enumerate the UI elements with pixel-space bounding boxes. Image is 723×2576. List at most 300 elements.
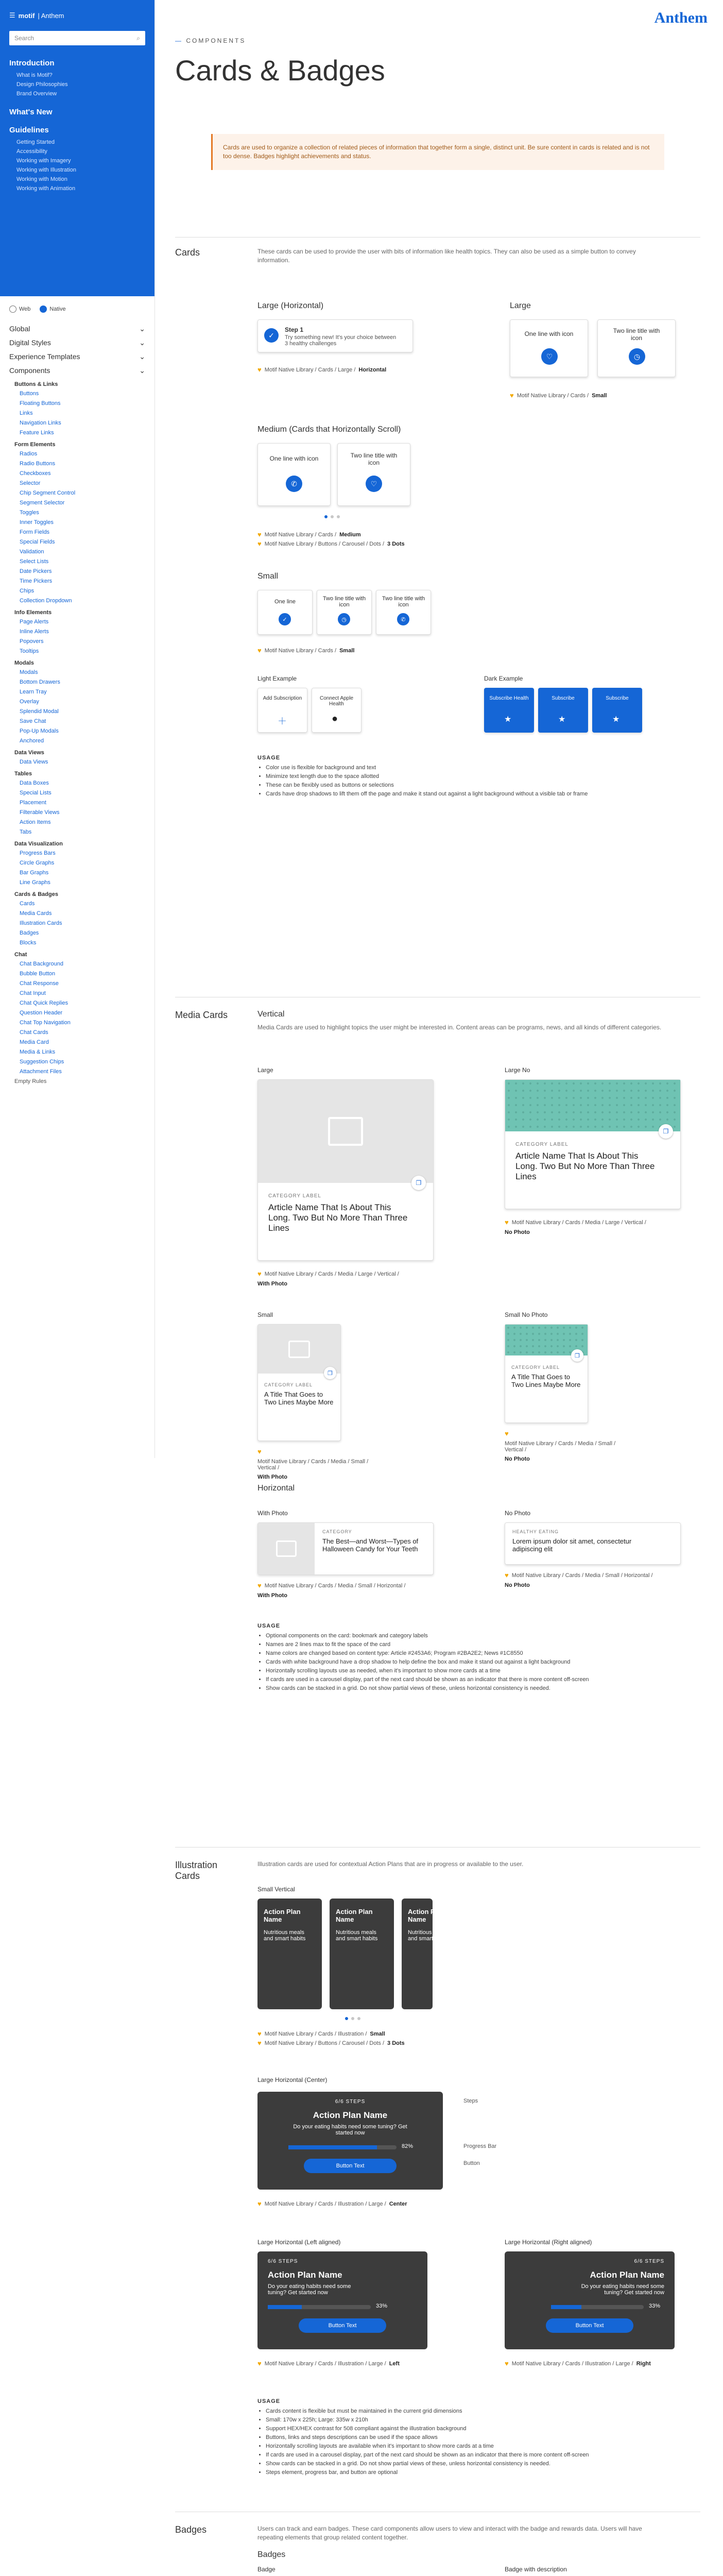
sidebar-heading-introduction[interactable]: Introduction (9, 59, 55, 67)
heart-icon: ♥ (257, 2200, 262, 2208)
usage-item: • Show cards can be stacked in a grid. Do not show partial views of these, unless horizontal consistency is needed. (266, 2460, 657, 2468)
usage-item: • If cards are used in a carousel display, part of the next card should be shown as an indicator that there is more content off-screen (266, 1675, 657, 1684)
image-placeholder (258, 1523, 315, 1574)
caption-bold: Horizontal (358, 366, 387, 373)
sidebar-item-label: Digital Styles (9, 338, 51, 347)
caption (505, 2360, 659, 2367)
illustration-card-center[interactable] (257, 2092, 443, 2190)
progress-fill (268, 2305, 302, 2309)
sidebar-item-label: Global (9, 325, 30, 333)
usage-item: • Cards have drop shadows to lift them off the page and make it stand out against a light background without a visible tab or frame (266, 790, 657, 799)
sidebar-item-floating-buttons[interactable]: Floating Buttons (20, 400, 61, 406)
caption-bold: Center (389, 2200, 407, 2207)
heart-icon: ♥ (257, 531, 262, 538)
heart-icon: ♥ (257, 647, 262, 654)
card-title: One line with icon (524, 330, 574, 337)
sidebar-item-selector[interactable]: Selector (20, 480, 41, 486)
sidebar-item-digital-styles[interactable] (9, 336, 145, 350)
sidebar-item-suggestion-chips[interactable]: Suggestion Chips (20, 1059, 64, 1065)
sidebar-introduction (0, 45, 154, 193)
usage-item: • Minimize text length due to the space allotted (266, 772, 657, 781)
usage-item: • Horizontally scrolling layouts are available when it's important to show more cards at a time (266, 2442, 657, 2451)
sub-badge-desc: Badge with description (505, 2566, 567, 2573)
action-button[interactable]: Button Text (546, 2318, 633, 2333)
caption (257, 366, 386, 374)
carousel-dots[interactable] (324, 515, 340, 518)
usage-item: • Show cards can be stacked in a grid. Do not show partial views of these, unless horizontal consistency is needed. (266, 1684, 657, 1693)
usage-heading: USAGE (257, 1623, 281, 1629)
caption-lib: Motif Native Library / Cards / (517, 392, 589, 399)
sidebar-item-radio-buttons[interactable]: Radio Buttons (20, 461, 56, 467)
sub-dark-example: Dark Example (484, 675, 523, 682)
caption-lib: Motif Native Library / Cards / Illustration / Large / (511, 2360, 633, 2367)
sidebar-item-bottom-drawers[interactable]: Bottom Drawers (20, 679, 60, 685)
sidebar-item-circle-graphs[interactable]: Circle Graphs (20, 860, 55, 866)
search-icon[interactable]: ⌕ (136, 34, 140, 42)
sidebar-group-form-elements[interactable]: Form Elements (14, 442, 56, 448)
usage-item: • Name colors are changed based on content type: Article #2453A6; Program #2BA2E2; News #1C8550 (266, 1649, 657, 1658)
caption-bold: Small (339, 647, 355, 654)
caption (257, 540, 405, 548)
caption-bold: 3 Dots (387, 540, 405, 547)
usage-item: • Support HEX/HEX contrast for 508 compliant against the illustration background (266, 2425, 657, 2433)
caption (257, 1270, 412, 1287)
intro-callout: Cards are used to organize a collection of related pieces of information that together form a single, distinct unit. Be sure content in cards is related and is not too dense. Badges highlight achievements and status. (211, 134, 664, 170)
sub-small: Small (257, 572, 279, 581)
image-placeholder (258, 1325, 340, 1374)
sidebar-item-collection-dropdown[interactable]: Collection Dropdown (20, 598, 72, 604)
sub-medium: Medium (Cards that Horizontally Scroll) (257, 425, 401, 434)
sidebar-item-chat-quick-replies[interactable]: Chat Quick Replies (20, 1000, 68, 1006)
sidebar-item-brand-overview[interactable]: Brand Overview (16, 91, 57, 97)
sidebar-item-working-with-illustration[interactable]: Working with Illustration (16, 167, 76, 173)
image-icon (288, 1341, 310, 1358)
eyebrow-label: COMPONENTS (186, 37, 246, 44)
heart-icon: ♥ (505, 1430, 509, 1437)
sidebar-item-splendid-modal[interactable]: Splendid Modal (20, 708, 59, 715)
chevron-down-icon: ⌄ (139, 338, 145, 347)
sub-light-example: Light Example (257, 675, 297, 682)
usage-heading: USAGE (257, 755, 281, 761)
step-title: Step 1 (285, 326, 304, 333)
eyebrow-prefix: — (175, 37, 186, 44)
bookmark-icon[interactable]: ❐ (324, 1367, 336, 1379)
plan-title: Action Plan Name (590, 2270, 664, 2280)
sidebar-item-chat-top-navigation[interactable]: Chat Top Navigation (20, 1020, 71, 1026)
sidebar-item-chat-response[interactable]: Chat Response (20, 980, 59, 987)
sidebar-item-bubble-button[interactable]: Bubble Button (20, 971, 56, 977)
card-large-horizontal[interactable] (257, 319, 413, 352)
sidebar-item-inner-toggles[interactable]: Inner Toggles (20, 519, 54, 526)
usage-item: • Cards with white background have a drop shadow to help define the box and make it stand out against a light background (266, 1658, 657, 1667)
section-label-badges: Badges (175, 2524, 207, 2535)
progress-fill (551, 2305, 581, 2309)
plan-text: Nutritious meals and smart habits (408, 1929, 450, 1942)
sidebar-item-learn-tray[interactable]: Learn Tray (20, 689, 47, 695)
sidebar-item-placement[interactable]: Placement (20, 800, 46, 806)
sidebar (0, 0, 155, 1458)
sidebar-item-chat-background[interactable]: Chat Background (20, 961, 63, 967)
sidebar-item-inline-alerts[interactable]: Inline Alerts (20, 629, 49, 635)
star-icon: ★ (504, 715, 512, 724)
sidebar-item-popovers[interactable]: Popovers (20, 638, 44, 645)
caption (257, 2360, 412, 2367)
usage-item: • Names are 2 lines max to fit the space of the card (266, 1640, 657, 1649)
sidebar-item-components[interactable] (9, 364, 145, 378)
mode-web-label: Web (19, 306, 31, 312)
sidebar-group-info-elements[interactable]: Info Elements (14, 609, 52, 616)
sidebar-item-working-with-animation[interactable]: Working with Animation (16, 185, 76, 192)
progress-percent: 33% (649, 2303, 661, 2309)
sidebar-item-empty-rules[interactable]: Empty Rules (14, 1078, 47, 1084)
sidebar-item-chat-cards[interactable]: Chat Cards (20, 1029, 48, 1036)
image-icon (328, 1117, 363, 1146)
sidebar-item-date-pickers[interactable]: Date Pickers (20, 568, 52, 574)
caption-lib: Motif Native Library / Cards / (264, 647, 337, 654)
plan-title: Action Plan Name (268, 2270, 342, 2280)
action-plan-card[interactable] (402, 1899, 450, 2009)
sidebar-item-accessibility[interactable]: Accessibility (16, 148, 47, 155)
sidebar-item-data-boxes[interactable]: Data Boxes (20, 780, 49, 786)
sidebar-item-what-is-motif[interactable]: What is Motif? (16, 72, 53, 78)
cards-section (175, 247, 700, 979)
sub-large-horizontal: Large (Horizontal) (257, 301, 324, 310)
sidebar-group-buttons-links[interactable]: Buttons & Links (14, 381, 58, 387)
card-large-1[interactable] (510, 319, 588, 377)
step-icon: ✓ (264, 328, 279, 343)
sidebar-item-action-items[interactable]: Action Items (20, 819, 51, 825)
sidebar-item-progress-bars[interactable]: Progress Bars (20, 850, 56, 856)
plan-title: Action Plan Name (336, 1908, 373, 1923)
sidebar-item-form-fields[interactable]: Form Fields (20, 529, 50, 535)
action-plan-card[interactable] (257, 1899, 322, 2009)
caption-lib: Motif Native Library / Cards / Large / (264, 366, 356, 373)
heart-icon: ♥ (257, 1448, 262, 1455)
sidebar-item-navigation-links[interactable]: Navigation Links (20, 420, 61, 426)
step-text: Try something new! It's your choice between 3 healthy challenges (285, 334, 397, 347)
article-title: Article Name That Is About This Long. Two But No More Than Three Lines (515, 1151, 655, 1181)
search-input[interactable] (9, 31, 145, 45)
card-small-2[interactable] (317, 590, 372, 635)
heart-icon: ♥ (505, 1571, 509, 1579)
dot[interactable] (357, 2017, 360, 2020)
illustration-section (175, 1860, 700, 2576)
sidebar-item-links[interactable]: Links (20, 410, 33, 416)
sidebar-heading-guidelines[interactable]: Guidelines (9, 126, 49, 134)
sidebar-item-label: Components (9, 366, 50, 375)
sub-large: Large (257, 1066, 273, 1074)
sidebar-item-pop-up-modals[interactable]: Pop-Up Modals (20, 728, 59, 734)
menu-icon[interactable]: ☰ (9, 11, 15, 19)
sidebar-item-badges[interactable]: Badges (20, 930, 39, 936)
sub-badges: Badges (257, 2550, 286, 2559)
sidebar-item-global[interactable] (9, 322, 145, 336)
sidebar-item-feature-links[interactable]: Feature Links (20, 430, 54, 436)
heart-icon: ♥ (505, 1218, 509, 1226)
sidebar-group-chat[interactable]: Chat (14, 952, 27, 958)
caption-lib: Motif Native Library / Cards / Media / Small / Horizontal / (264, 1582, 406, 1589)
chevron-down-icon: ⌄ (139, 325, 145, 333)
usage-item: • Horizontally scrolling layouts use as needed, when it's important to show more cards at a time (266, 1667, 657, 1675)
carousel-dots[interactable] (345, 2017, 360, 2020)
caption-bold: Left (389, 2360, 400, 2367)
dot[interactable] (331, 515, 334, 518)
card-title: Subscribe (552, 696, 575, 701)
category-label: CATEGORY LABEL (515, 1142, 569, 1147)
sidebar-item-cards[interactable]: Cards (20, 901, 35, 907)
dot[interactable] (351, 2017, 354, 2020)
usage-item: • If cards are used in a carousel display, part of the next card should be shown as an indicator that there is more content off-screen (266, 2451, 657, 2460)
mode-toggle (0, 296, 154, 322)
heart-icon: ♥ (257, 2039, 262, 2047)
caption-lib: Motif Native Library / Cards / Illustration / (264, 2030, 367, 2037)
card-light-1[interactable] (257, 688, 307, 733)
sidebar-item-getting-started[interactable]: Getting Started (16, 139, 55, 145)
caption (505, 1571, 659, 1588)
pattern-header (505, 1080, 680, 1131)
card-title: Two line title with icon (322, 596, 366, 608)
media-card-horizontal[interactable] (257, 1522, 434, 1575)
bookmark-icon[interactable]: ❐ (571, 1349, 583, 1362)
usage-list (257, 1632, 657, 1693)
caption-lib: Motif Native Library / Cards / Media / Small / Horizontal / (511, 1572, 653, 1579)
sidebar-item-attachment-files[interactable]: Attachment Files (20, 1069, 62, 1075)
steps-label: 6/6 STEPS (634, 2259, 664, 2264)
sub-large-left: Large Horizontal (Left aligned) (257, 2239, 341, 2246)
sidebar-group-tables[interactable]: Tables (14, 771, 32, 777)
card-light-2[interactable] (312, 688, 361, 733)
sub-vertical: Vertical (257, 1010, 285, 1019)
media-card-large-no-photo[interactable] (505, 1079, 681, 1209)
progress-bar (288, 2145, 397, 2149)
sidebar-item-special-lists[interactable]: Special Lists (20, 790, 51, 796)
caption-lib: Motif Native Library / Buttons / Carousel / Dots / (264, 540, 385, 547)
sidebar-item-bar-graphs[interactable]: Bar Graphs (20, 870, 49, 876)
sidebar-group-data-visualization[interactable]: Data Visualization (14, 841, 63, 847)
card-dark-2[interactable] (538, 688, 588, 733)
progress-percent: 82% (402, 2143, 414, 2149)
sidebar-group-data-views[interactable]: Data Views (14, 750, 44, 756)
media-card-small[interactable] (257, 1324, 341, 1441)
sidebar-item-tooltips[interactable]: Tooltips (20, 648, 39, 654)
bookmark-icon[interactable]: ❐ (411, 1176, 426, 1190)
action-button[interactable]: Button Text (299, 2318, 386, 2333)
sidebar-item-special-fields[interactable]: Special Fields (20, 539, 55, 545)
card-title: Two line title with icon (382, 596, 425, 608)
sidebar-item-buttons[interactable]: Buttons (20, 391, 39, 397)
sidebar-main-nav (0, 322, 154, 378)
sidebar-item-chip-segment-control[interactable]: Chip Segment Control (20, 490, 76, 496)
caption-bold: With Photo (257, 1281, 287, 1287)
heart-icon: ♥ (510, 392, 514, 399)
card-medium-2[interactable] (337, 443, 410, 506)
usage-item: • Cards content is flexible but must be maintained in the current grid dimensions (266, 2407, 657, 2416)
divider (175, 237, 700, 238)
brand-name: motif (18, 11, 35, 20)
section-desc-illustration: Illustration cards are used for contextual Action Plans that are in progress or available to the user. (257, 1860, 524, 1868)
section-desc-cards: These cards can be used to provide the user with bits of information like health topics. They can also be used as a simple button to convey information. (257, 248, 636, 264)
sidebar-item-chat-input[interactable]: Chat Input (20, 990, 46, 996)
sidebar-item-time-pickers[interactable]: Time Pickers (20, 578, 53, 584)
mode-web[interactable] (9, 306, 30, 313)
steps-label: 6/6 STEPS (268, 2259, 298, 2264)
dot[interactable] (337, 515, 340, 518)
sub-badge: Badge (257, 2566, 276, 2573)
sidebar-item-question-header[interactable]: Question Header (20, 1010, 63, 1016)
heart-icon: ♥ (257, 366, 262, 374)
caption (510, 392, 607, 399)
caption-bold: No Photo (505, 1456, 530, 1462)
sidebar-group-cards-badges[interactable]: Cards & Badges (14, 891, 58, 897)
sidebar-item-label: Experience Templates (9, 352, 80, 361)
caption-lib: Motif Native Library / Cards / Media / Large / Vertical / (511, 1219, 646, 1226)
heart-icon: ♥ (257, 540, 262, 548)
sidebar-item-media-links[interactable]: Media & Links (20, 1049, 56, 1055)
illustration-card-left[interactable] (257, 2251, 427, 2349)
card-title: Subscribe Health (489, 696, 529, 701)
badges-section (175, 2524, 700, 2576)
star-icon: ★ (612, 715, 620, 724)
sub-large-right: Large Horizontal (Right aligned) (505, 2239, 592, 2246)
progress-fill (288, 2145, 377, 2149)
sidebar-item-segment-selector[interactable]: Segment Selector (20, 500, 65, 506)
caption (505, 1430, 633, 1462)
divider (175, 1847, 700, 1848)
article-title: A Title That Goes to Two Lines Maybe More (511, 1373, 581, 1388)
sidebar-heading-whats-new[interactable]: What's New (9, 108, 53, 116)
star-icon: ★ (558, 715, 566, 724)
progress-bar (551, 2305, 644, 2309)
card-dark-1[interactable] (484, 688, 534, 733)
usage-list (257, 2407, 657, 2477)
sidebar-item-select-lists[interactable]: Select Lists (20, 558, 49, 565)
logo[interactable] (0, 0, 154, 31)
search-placeholder: Search (14, 35, 35, 42)
action-plan-card[interactable] (330, 1899, 394, 2009)
plan-text: Nutritious meals and smart habits (336, 1929, 378, 1942)
caption (257, 2030, 385, 2038)
sidebar-item-media-cards[interactable]: Media Cards (20, 910, 52, 917)
sidebar-item-design-philosophies[interactable]: Design Philosophies (16, 81, 68, 88)
sidebar-item-anchored[interactable]: Anchored (20, 738, 44, 744)
card-large-2[interactable] (597, 319, 676, 377)
card-title: Connect Apple Health (319, 696, 354, 707)
sidebar-item-radios[interactable]: Radios (20, 451, 38, 457)
sidebar-item-save-chat[interactable]: Save Chat (20, 718, 46, 724)
card-title: Subscribe (606, 696, 629, 701)
sub-large: Large (510, 301, 531, 310)
sidebar-item-toggles[interactable]: Toggles (20, 510, 39, 516)
annotation-button: Button (463, 2160, 480, 2166)
sidebar-item-media-card[interactable]: Media Card (20, 1039, 49, 1045)
caption-bold: No Photo (505, 1582, 530, 1588)
radio-icon[interactable] (40, 306, 47, 313)
card-title: Two line title with icon (613, 327, 660, 342)
usage-list (257, 764, 657, 799)
card-small-1[interactable] (257, 590, 313, 635)
chevron-down-icon: ⌄ (139, 366, 145, 375)
heart-icon: ♥ (257, 2360, 262, 2367)
sidebar-item-experience-templates[interactable] (9, 350, 145, 364)
sub-small-no: Small No Photo (505, 1311, 548, 1318)
dot[interactable] (345, 2017, 348, 2020)
usage-item: • Small: 170w x 225h; Large: 335w x 210h (266, 2416, 657, 2425)
steps-label: 6/6 STEPS (335, 2099, 366, 2105)
article-title: Lorem ipsum dolor sit amet, consectetur adipiscing elit (512, 1537, 632, 1553)
card-small-3[interactable] (376, 590, 431, 635)
caption-bold: Small (592, 392, 607, 399)
card-dark-3[interactable] (592, 688, 642, 733)
usage-item: • Buttons, links and steps descriptions can be used if the space allows (266, 2433, 657, 2442)
mode-native[interactable] (40, 306, 65, 313)
usage-item: • These can be flexibly used as buttons or selections (266, 781, 657, 790)
usage-item: • Optional components on the card: bookmark and category labels (266, 1632, 657, 1640)
sidebar-group-modals[interactable]: Modals (14, 660, 34, 666)
sidebar-item-validation[interactable]: Validation (20, 549, 44, 555)
caption-lib: Motif Native Library / Cards / (264, 531, 337, 538)
sub-small-vertical: Small Vertical (257, 1886, 295, 1893)
heart-icon: ♥ (505, 2360, 509, 2367)
plan-text: Do your eating habits need some tuning? Get started now (293, 2124, 407, 2136)
media-card-small-no-photo[interactable] (505, 1324, 588, 1423)
card-medium-1[interactable] (257, 443, 331, 506)
section-label-media: Media Cards (175, 1010, 228, 1020)
sidebar-item-overlay[interactable]: Overlay (20, 699, 39, 705)
sidebar-item-chips[interactable]: Chips (20, 588, 35, 594)
caption-bold: With Photo (257, 1474, 287, 1480)
radio-icon[interactable] (9, 306, 16, 313)
caption-bold: Medium (339, 531, 361, 538)
sidebar-item-modals[interactable]: Modals (20, 669, 38, 675)
caption (257, 1448, 386, 1480)
bookmark-icon[interactable]: ❐ (659, 1124, 673, 1139)
plan-title: Action Plan Name (264, 1908, 301, 1923)
sidebar-item-working-with-imagery[interactable]: Working with Imagery (16, 158, 71, 164)
sidebar-item-checkboxes[interactable]: Checkboxes (20, 470, 51, 477)
sidebar-item-blocks[interactable]: Blocks (20, 940, 37, 946)
sidebar-item-data-views[interactable]: Data Views (20, 759, 48, 765)
plus-icon: ＋ (278, 716, 287, 726)
sidebar-item-tabs[interactable]: Tabs (20, 829, 32, 835)
annotation-progress: Progress Bar (463, 2143, 497, 2149)
sidebar-item-line-graphs[interactable]: Line Graphs (20, 879, 50, 886)
caption-bold: Small (370, 2030, 385, 2037)
sub-large-center: Large Horizontal (Center) (257, 2076, 328, 2083)
caption-lib: Motif Native Library / Buttons / Carousel / Dots / (264, 2040, 385, 2046)
plan-title: Action Plan Name (408, 1908, 445, 1923)
caption (257, 1582, 412, 1599)
illustration-card-right[interactable] (505, 2251, 675, 2349)
chevron-down-icon: ⌄ (139, 352, 145, 361)
sidebar-item-page-alerts[interactable]: Page Alerts (20, 619, 49, 625)
caption-lib: Motif Native Library / Cards / Media / Small / Vertical / (257, 1459, 369, 1471)
sidebar-item-illustration-cards[interactable]: Illustration Cards (20, 920, 62, 926)
dot[interactable] (324, 515, 328, 518)
media-section (175, 1010, 700, 1860)
media-card-horizontal-no-photo[interactable] (505, 1522, 681, 1565)
action-button[interactable]: Button Text (304, 2159, 397, 2173)
sidebar-item-filterable-views[interactable]: Filterable Views (20, 809, 60, 816)
usage-item: • Color use is flexible for background and text (266, 764, 657, 772)
clock-icon: ◷ (338, 613, 350, 625)
anthem-logo[interactable]: Anthem (654, 9, 708, 26)
caption (257, 647, 354, 654)
usage-item: • Steps element, progress bar, and button are optional (266, 2468, 657, 2477)
sidebar-item-working-with-motion[interactable]: Working with Motion (16, 176, 67, 182)
caption-lib: Motif Native Library / Cards / Media / Large / Vertical / (264, 1270, 399, 1277)
caption-bold: 3 Dots (387, 2040, 405, 2046)
media-card-large[interactable] (257, 1079, 434, 1261)
